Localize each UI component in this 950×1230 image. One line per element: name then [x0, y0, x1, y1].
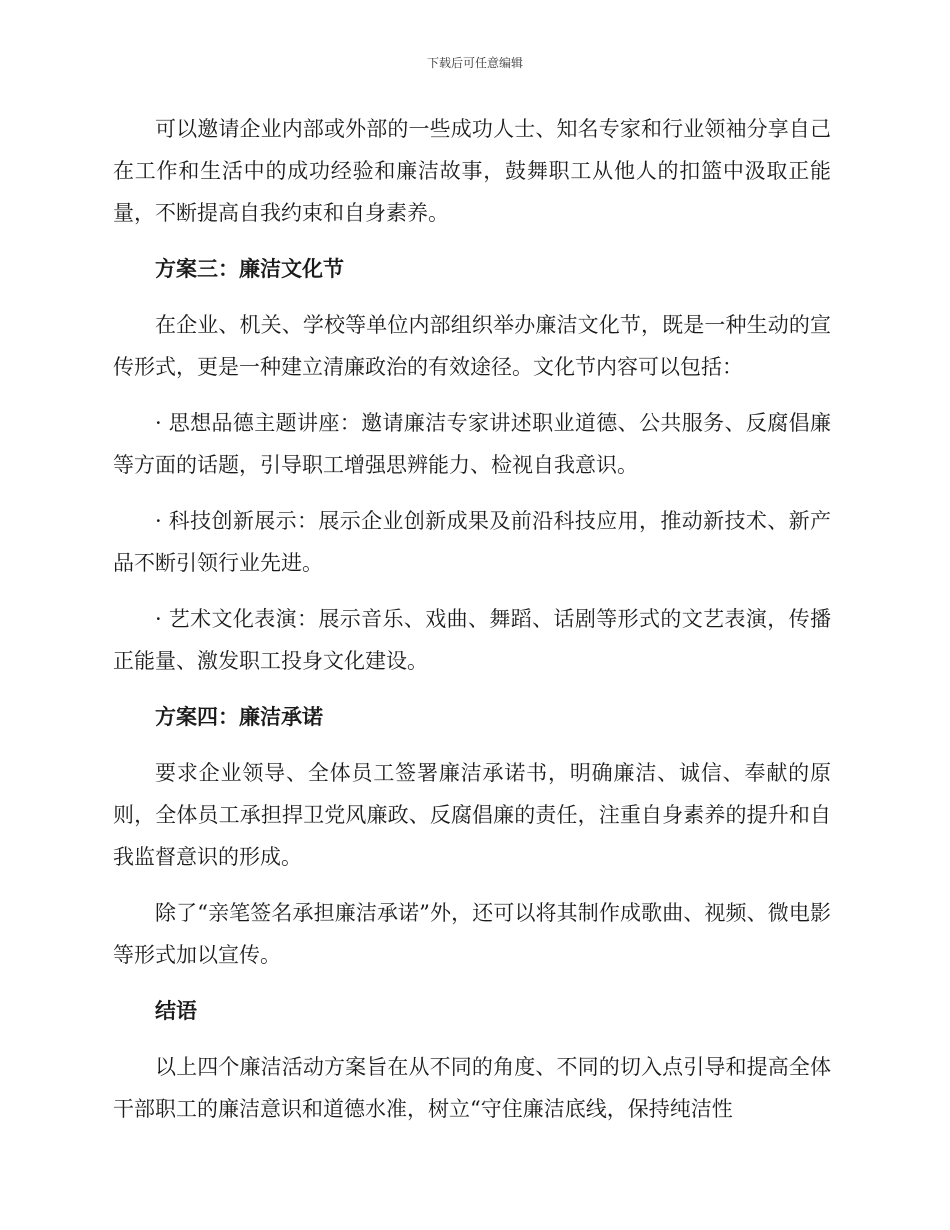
- paragraph-festival: 在企业、机关、学校等单位内部组织举办廉洁文化节，既是一种生动的宣传形式，更是一种建立清廉政治的有效途径。文化节内容可以包括：: [113, 313, 831, 379]
- paragraph-promise-media: 除了“亲笔签名承担廉洁承诺”外，还可以将其制作成歌曲、视频、微电影等形式加以宣传。: [113, 901, 831, 967]
- document-body: [113, 108, 831, 1144]
- paragraph-intro: 可以邀请企业内部或外部的一些成功人士、知名专家和行业领袖分享自己在工作和生活中的成功经验和廉洁故事，鼓舞职工从他人的扣篮中汲取正能量，不断提高自我约束和自身素养。: [113, 117, 831, 225]
- bullet-item-tech: · 科技创新展示：展示企业创新成果及前沿科技应用，推动新技术、新产品不断引领行业先进。: [113, 509, 831, 575]
- section-heading-plan-three: 方案三：廉洁文化节: [155, 257, 344, 281]
- bullet-item-lecture: · 思想品德主题讲座：邀请廉洁专家讲述职业道德、公共服务、反腐倡廉等方面的话题，引导职工增强思辨能力、检视自我意识。: [113, 411, 831, 477]
- paragraph-promise: 要求企业领导、全体员工签署廉洁承诺书，明确廉洁、诚信、奉献的原则，全体员工承担捍卫党风廉政、反腐倡廉的责任，注重自身素养的提升和自我监督意识的形成。: [113, 761, 831, 869]
- section-heading-conclusion: 结语: [155, 999, 197, 1023]
- section-heading-plan-four: 方案四：廉洁承诺: [155, 705, 323, 729]
- header-note: 下载后可任意编辑: [426, 56, 523, 70]
- paragraph-conclusion: 以上四个廉洁活动方案旨在从不同的角度、不同的切入点引导和提高全体干部职工的廉洁意识和道德水准，树立“守住廉洁底线，保持纯洁性: [113, 1055, 831, 1121]
- bullet-item-art: · 艺术文化表演：展示音乐、戏曲、舞蹈、话剧等形式的文艺表演，传播正能量、激发职工投身文化建设。: [113, 607, 831, 673]
